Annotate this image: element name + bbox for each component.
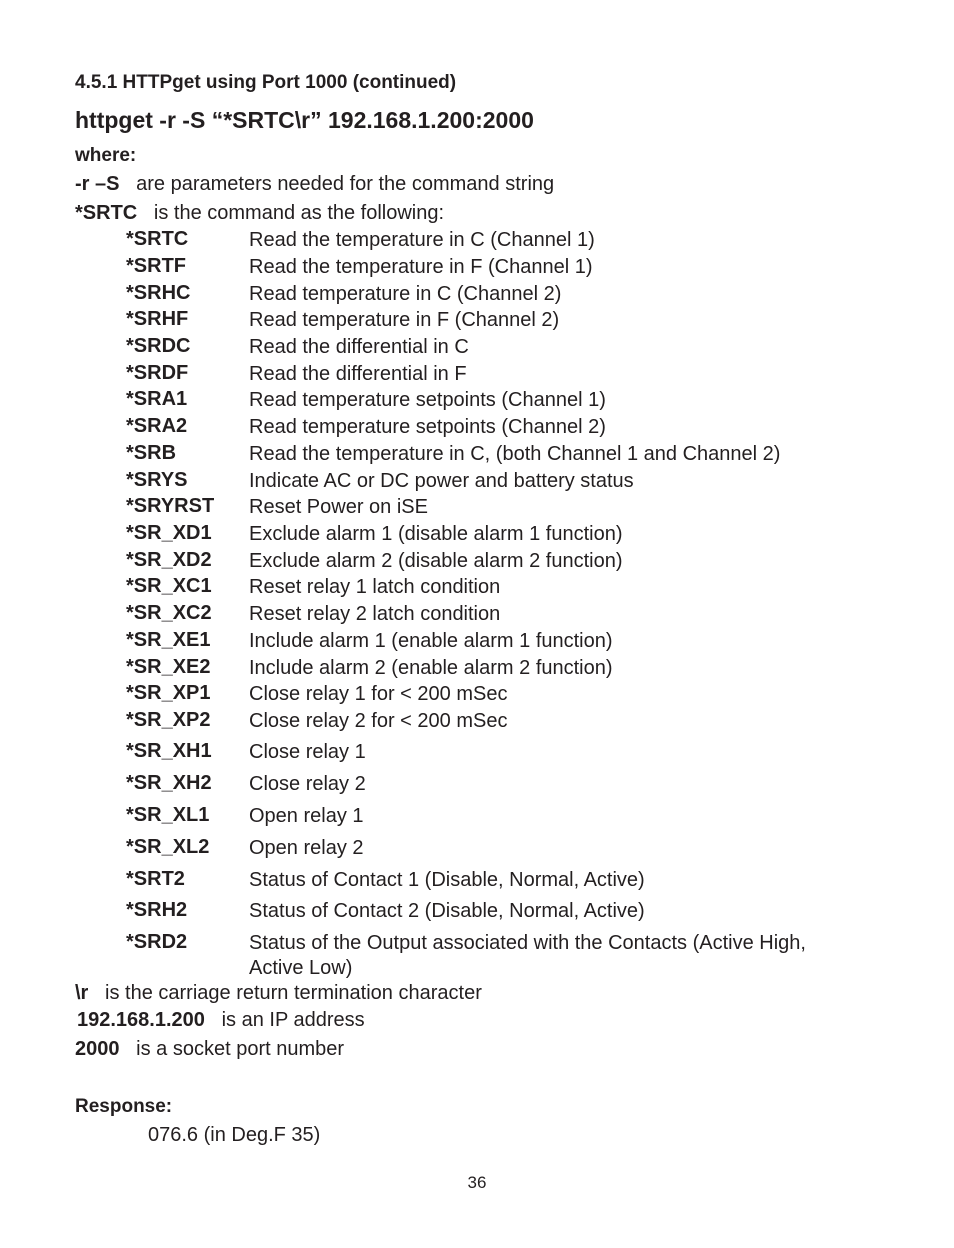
command-code: *SR_XE2 xyxy=(126,656,211,678)
term-port: 2000 xyxy=(75,1038,120,1060)
command-description: Status of the Output associated with the Contacts (Active High, Active Low) xyxy=(249,932,806,979)
command-description: Close relay 1 for < 200 mSec xyxy=(249,683,508,705)
term-cr: \r xyxy=(75,982,89,1004)
command-description: Status of Contact 1 (Disable, Normal, Active) xyxy=(249,869,645,891)
command-description: Read the temperature in C, (both Channel 1 and Channel 2) xyxy=(249,443,781,465)
command-description: Indicate AC or DC power and battery status xyxy=(249,470,634,492)
command-code: *SRHC xyxy=(126,282,191,304)
command-code: *SRD2 xyxy=(126,931,188,953)
command-description: Close relay 1 xyxy=(249,741,366,763)
command-description: Reset relay 2 latch condition xyxy=(249,603,501,625)
where-label: where: xyxy=(75,145,137,166)
command-description: Include alarm 1 (enable alarm 1 function) xyxy=(249,630,613,652)
command-description: Read temperature setpoints (Channel 1) xyxy=(249,389,606,411)
command-code: *SR_XL1 xyxy=(126,804,210,826)
command-description: Read the temperature in C (Channel 1) xyxy=(249,229,595,251)
command-description: Read the differential in C xyxy=(249,336,469,358)
term-cr-line xyxy=(75,982,482,1005)
response-label: Response: xyxy=(75,1096,173,1117)
command-description: Include alarm 2 (enable alarm 2 function) xyxy=(249,657,613,679)
term-port-desc: is a socket port number xyxy=(136,1038,345,1060)
command-code: *SRA2 xyxy=(126,415,188,437)
command-line: httpget -r -S “*SRTC\r” 192.168.1.200:2000 xyxy=(75,107,534,133)
param-flag-desc: are parameters needed for the command string xyxy=(136,173,555,195)
command-code: *SR_XP2 xyxy=(126,709,211,731)
command-code: *SR_XD2 xyxy=(126,549,212,571)
param-cmd-desc: is the command as the following: xyxy=(153,202,445,224)
command-code: *SR_XH2 xyxy=(126,772,212,794)
param-cmd: *SRTC xyxy=(75,202,138,224)
section-heading: 4.5.1 HTTPget using Port 1000 (continued) xyxy=(75,72,457,93)
command-code: *SR_XC1 xyxy=(126,575,212,597)
command-code: *SRT2 xyxy=(126,868,185,890)
command-description: Status of Contact 2 (Disable, Normal, Active) xyxy=(249,900,645,922)
command-description: Open relay 1 xyxy=(249,805,364,827)
page-number: 36 xyxy=(467,1173,487,1192)
term-ip-desc: is an IP address xyxy=(221,1009,365,1031)
command-code: *SR_XE1 xyxy=(126,629,211,651)
command-description: Close relay 2 xyxy=(249,773,366,795)
command-description: Exclude alarm 1 (disable alarm 1 function) xyxy=(249,523,623,545)
term-ip: 192.168.1.200 xyxy=(77,1009,205,1031)
command-code: *SRHF xyxy=(126,308,189,330)
param-flag: -r –S xyxy=(75,173,120,195)
term-cr-desc: is the carriage return termination character xyxy=(105,982,482,1004)
command-description: Read the differential in F xyxy=(249,363,467,385)
command-description: Read temperature setpoints (Channel 2) xyxy=(249,416,606,438)
command-description: Read the temperature in F (Channel 1) xyxy=(249,256,593,278)
term-port-line xyxy=(75,1038,344,1061)
param-cmd-line xyxy=(75,202,444,225)
response-value: 076.6 (in Deg.F 35) xyxy=(148,1124,321,1146)
command-code: *SR_XD1 xyxy=(126,522,212,544)
command-code: *SR_XL2 xyxy=(126,836,210,858)
command-code: *SRA1 xyxy=(126,388,188,410)
command-code: *SRYRST xyxy=(126,495,215,517)
command-code: *SRDF xyxy=(126,362,189,384)
command-code: *SR_XC2 xyxy=(126,602,212,624)
command-code: *SRYS xyxy=(126,469,188,491)
command-code: *SR_XP1 xyxy=(126,682,211,704)
command-code: *SRTF xyxy=(126,255,186,277)
command-code: *SRTC xyxy=(126,228,189,250)
command-code: *SRH2 xyxy=(126,899,188,921)
command-code: *SRDC xyxy=(126,335,191,357)
command-description: Close relay 2 for < 200 mSec xyxy=(249,710,508,732)
command-description: Reset Power on iSE xyxy=(249,496,428,518)
command-description: Reset relay 1 latch condition xyxy=(249,576,501,598)
command-description: Read temperature in C (Channel 2) xyxy=(249,283,562,305)
command-code: *SR_XH1 xyxy=(126,740,212,762)
command-description: Read temperature in F (Channel 2) xyxy=(249,309,560,331)
command-description: Exclude alarm 2 (disable alarm 2 function) xyxy=(249,550,623,572)
term-ip-line xyxy=(77,1009,365,1032)
command-description: Open relay 2 xyxy=(249,837,364,859)
command-code: *SRB xyxy=(126,442,177,464)
param-flag-line xyxy=(75,173,554,196)
